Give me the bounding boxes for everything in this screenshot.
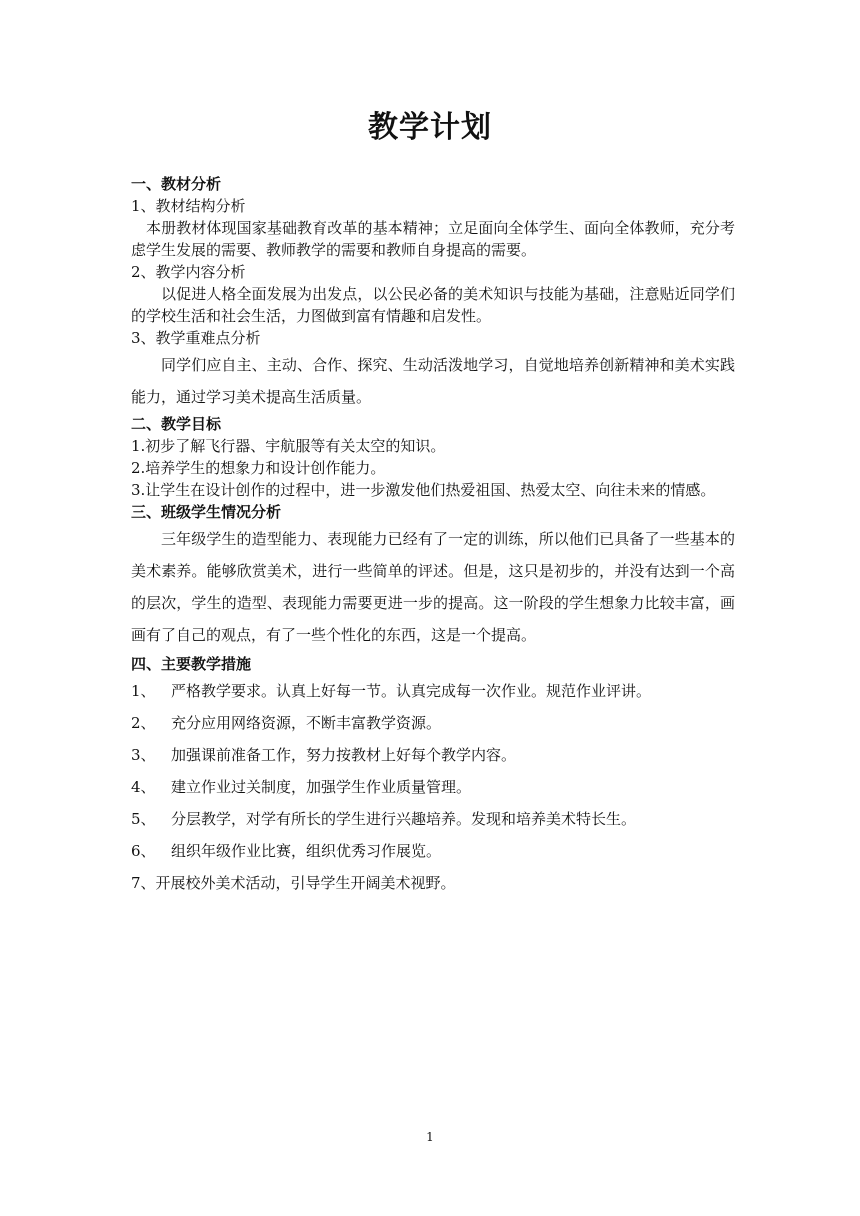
goal-item: 2.培养学生的想象力和设计创作能力。	[131, 459, 386, 477]
measures-list	[131, 675, 735, 899]
subsection-heading-key-points: 3、教学重难点分析	[131, 329, 261, 347]
list-item-text: 充分应用网络资源，不断丰富教学资源。	[171, 714, 442, 732]
list-item-text: 7、开展校外美术活动，引导学生开阔美术视野。	[131, 874, 456, 892]
goal-item: 1.初步了解飞行器、宇航服等有关太空的知识。	[131, 437, 446, 455]
subsection-heading-content: 2、教学内容分析	[131, 263, 246, 281]
subsection-heading-structure: 1、教材结构分析	[131, 197, 246, 215]
section-heading-materials: 一、教材分析	[131, 175, 222, 193]
page-title: 教学计划	[368, 110, 492, 145]
list-item-text: 分层教学，对学有所长的学生进行兴趣培养。发现和培养美术特长生。	[171, 810, 637, 828]
list-item-text: 加强课前准备工作，努力按教材上好每个教学内容。	[171, 746, 517, 764]
paragraph-key-points: 同学们应自主、主动、合作、探究、生动活泼地学习，自觉地培养创新精神和美术实践能力，通过学习美术提高生活质量。	[131, 356, 735, 406]
list-item	[131, 867, 735, 899]
list-item	[131, 675, 735, 707]
section-heading-measures: 四、主要教学措施	[131, 655, 252, 673]
list-item-number: 2、	[131, 714, 156, 732]
list-item-number: 5、	[131, 810, 156, 828]
document-body	[131, 173, 735, 899]
list-item	[131, 835, 735, 867]
section-heading-students: 三、班级学生情况分析	[131, 503, 282, 521]
page-number: 1	[426, 1130, 434, 1144]
list-item-text: 建立作业过关制度，加强学生作业质量管理。	[171, 778, 472, 796]
list-item-number: 1、	[131, 682, 156, 700]
list-item	[131, 707, 735, 739]
list-item-number: 6、	[131, 842, 156, 860]
goal-item: 3.让学生在设计创作的过程中，进一步激发他们热爱祖国、热爱太空、向往未来的情感。	[131, 481, 716, 499]
paragraph-structure: 本册教材体现国家基础教育改革的基本精神；立足面向全体学生、面向全体教师，充分考虑学生发展的需要、教师教学的需要和教师自身提高的需要。	[131, 219, 735, 259]
list-item	[131, 739, 735, 771]
list-item-number: 4、	[131, 778, 156, 796]
list-item	[131, 803, 735, 835]
section-heading-goals: 二、教学目标	[131, 415, 222, 433]
paragraph-content: 以促进人格全面发展为出发点，以公民必备的美术知识与技能为基础，注意贴近同学们的学校生活和社会生活，力图做到富有情趣和启发性。	[131, 285, 735, 325]
paragraph-students: 三年级学生的造型能力、表现能力已经有了一定的训练，所以他们已具备了一些基本的美术素养。能够欣赏美术，进行一些简单的评述。但是，这只是初步的，并没有达到一个高的层次，学生的造型、表现能力需要更进一步的提高。这一阶段的学生想象力比较丰富，画画有了自己的观点，有了一些个性化的东西，这是一个提高。	[131, 530, 735, 644]
list-item	[131, 771, 735, 803]
list-item-number: 3、	[131, 746, 156, 764]
list-item-text: 组织年级作业比赛，组织优秀习作展览。	[171, 842, 442, 860]
list-item-text: 严格教学要求。认真上好每一节。认真完成每一次作业。规范作业评讲。	[171, 682, 652, 700]
